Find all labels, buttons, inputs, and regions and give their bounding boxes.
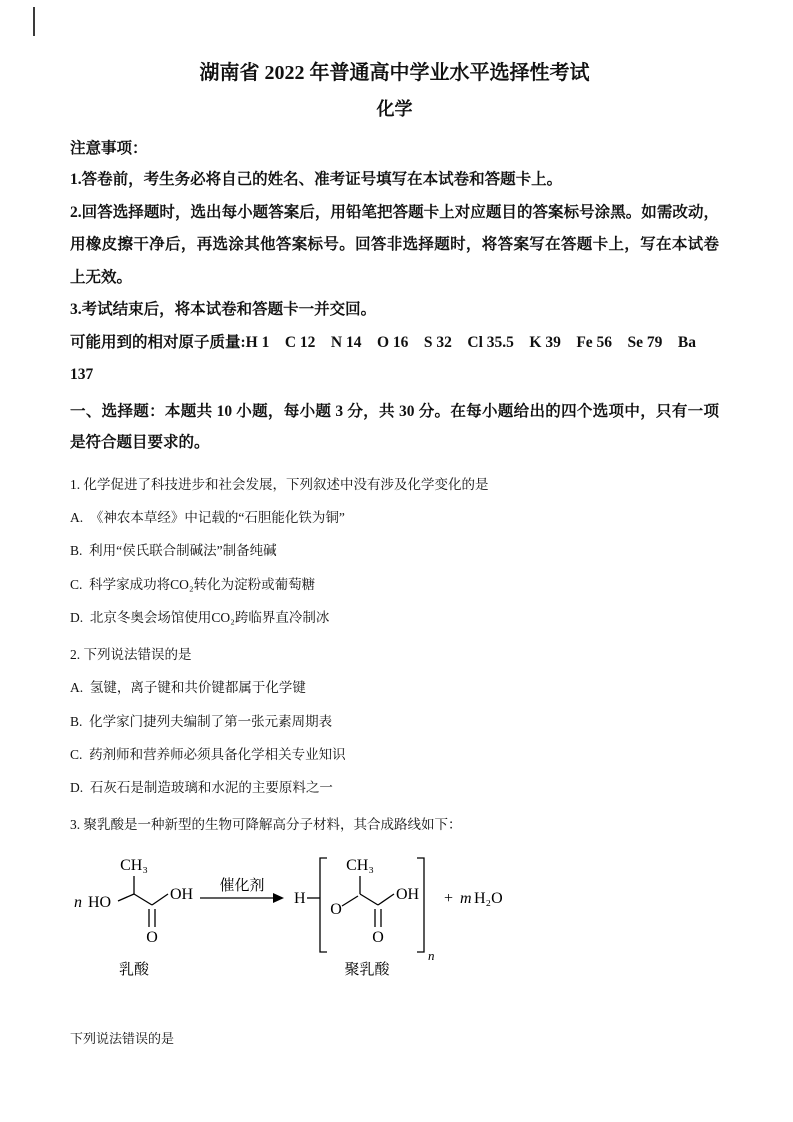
question-1-stem: 1. 化学促进了科技进步和社会发展，下列叙述中没有涉及化学变化的是: [70, 476, 489, 492]
question-3-stem: 3. 聚乳酸是一种新型的生物可降解高分子材料，其合成路线如下：: [70, 817, 462, 833]
question-2-option-d: D. 石灰石是制造玻璃和水泥的主要原料之一: [70, 780, 333, 796]
question-2-stem: 2. 下列说法错误的是: [70, 647, 192, 663]
lactic-acid-label: 乳酸: [118, 961, 150, 978]
synthesis-route-diagram: [72, 850, 719, 985]
question-1-option-d: D. 北京冬奥会场馆使用CO₂跨临界直冷制冰: [70, 609, 330, 625]
exam-title: 湖南省 2022 年普通高中学业水平选择性考试: [199, 62, 590, 84]
synthesis-route-svg: [72, 850, 542, 980]
left-oh-label: OH: [170, 885, 194, 903]
ester-o-label: O: [330, 900, 342, 918]
lactic-acid-bonds: [118, 876, 168, 927]
question-1-option-c: C. 科学家成功将CO₂转化为淀粉或葡萄糖: [70, 576, 316, 592]
question-1-option-b: B. 利用“侯氏联合制碱法”制备纯碱: [70, 543, 277, 559]
section-one-header: 一、选择题：本题共 10 小题，每小题 3 分，共 30 分。在每小题给出的四个选项中，只有一项是符合题目要求的。: [70, 402, 719, 451]
notice-item-3: 3.考试结束后，将本试卷和答题卡一并交回。: [70, 301, 377, 319]
question-3-footer: 下列说法错误的是: [70, 1030, 175, 1046]
notice-item-1: 1.答卷前，考生务必将自己的姓名、准考证号填写在本试卷和答题卡上。: [70, 171, 563, 188]
notice-item-2: 2.回答选择题时，选出每小题答案后，用铅笔把答题卡上对应题目的答案标号涂黑。如需改动，用橡皮擦干净后，再选涂其他答案标号。回答非选择题时，将答案写在答题卡上，写在本试卷上无效。: [70, 203, 719, 286]
open-bracket: [320, 858, 327, 952]
reaction-arrow: [200, 876, 284, 903]
right-oh-label: OH: [396, 885, 420, 903]
right-carbonyl-o-label: O: [372, 928, 384, 946]
polylactic-acid-label: 聚乳酸: [344, 961, 390, 978]
bracket-subscript-n: n: [428, 947, 435, 963]
notice-header: 注意事项：: [70, 140, 148, 157]
question-1-option-a: A. 《神农本草经》中记载的“石胆能化铁为铜”: [70, 510, 345, 526]
right-ch3-label: CH₃: [346, 856, 374, 874]
scan-artifact-mark: [33, 7, 35, 36]
question-2-option-b: B. 化学家门捷列夫编制了第一张元素周期表: [70, 713, 333, 729]
polylactic-acid-bonds: [342, 876, 394, 927]
plus-sign: +: [444, 889, 454, 907]
atomic-mass-line: 可能用到的相对原子质量:H 1 C 12 N 14 O 16 S 32 Cl 35.5 K 39 Fe 56 Se 79 Ba 137: [70, 333, 700, 384]
question-2-option-a: A. 氢键，离子键和共价键都属于化学键: [70, 680, 306, 696]
arrowhead-icon: [273, 893, 284, 903]
water-coefficient-m: m: [460, 889, 472, 907]
question-2-option-c: C. 药剂师和营养师必须具备化学相关专业知识: [70, 746, 346, 762]
left-ho-label: HO: [88, 893, 112, 911]
water-formula: H₂O: [474, 889, 503, 907]
catalyst-label: 催化剂: [219, 877, 265, 894]
left-carbonyl-o-label: O: [146, 928, 158, 946]
lactic-acid-structure: [74, 857, 194, 978]
left-ch3-label: CH₃: [120, 856, 148, 874]
exam-subject: 化学: [376, 99, 413, 119]
close-bracket: [417, 858, 424, 952]
left-coefficient-n: n: [74, 893, 82, 911]
polylactic-acid-structure: [294, 857, 503, 978]
right-h-label: H: [294, 889, 306, 907]
